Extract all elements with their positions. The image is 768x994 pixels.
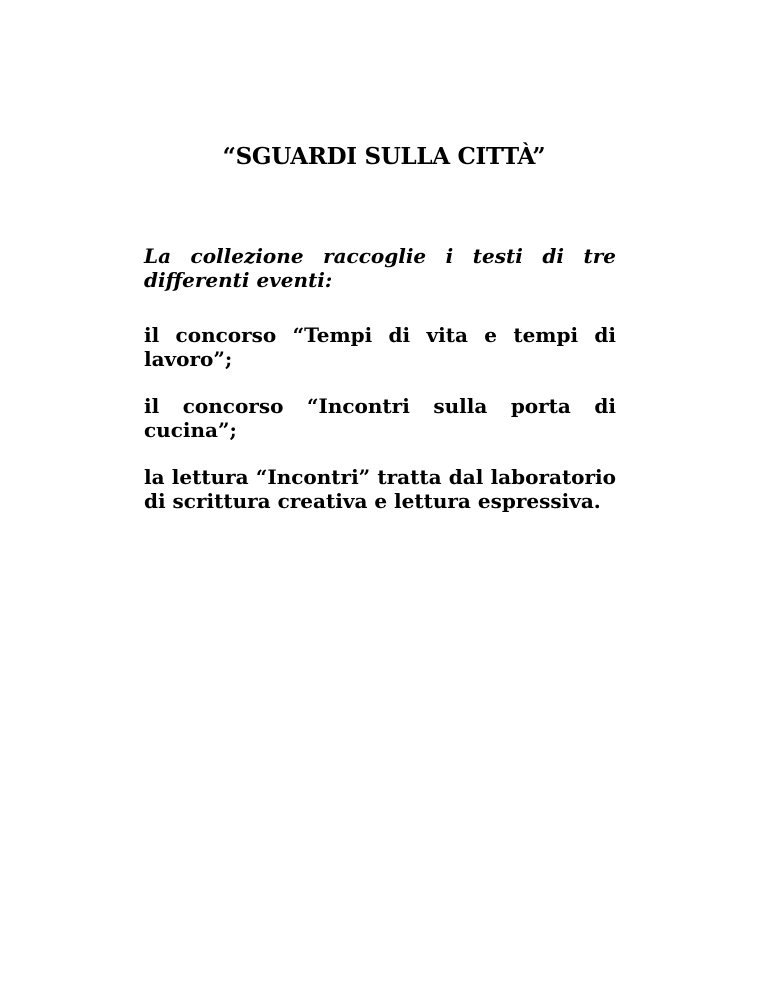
intro-paragraph: La collezione raccoglie i testi di tre differenti eventi: — [144, 244, 616, 292]
document-body — [144, 244, 616, 536]
event-item-3: la lettura “Incontri” tratta dal laboratorio di scrittura creativa e lettura espressiva. — [144, 465, 616, 513]
event-item-1: il concorso “Tempi di vita e tempi di lavoro”; — [144, 323, 616, 371]
event-item-2: il concorso “Incontri sulla porta di cucina”; — [144, 394, 616, 442]
page-title: “SGUARDI SULLA CITTÀ” — [222, 143, 546, 170]
